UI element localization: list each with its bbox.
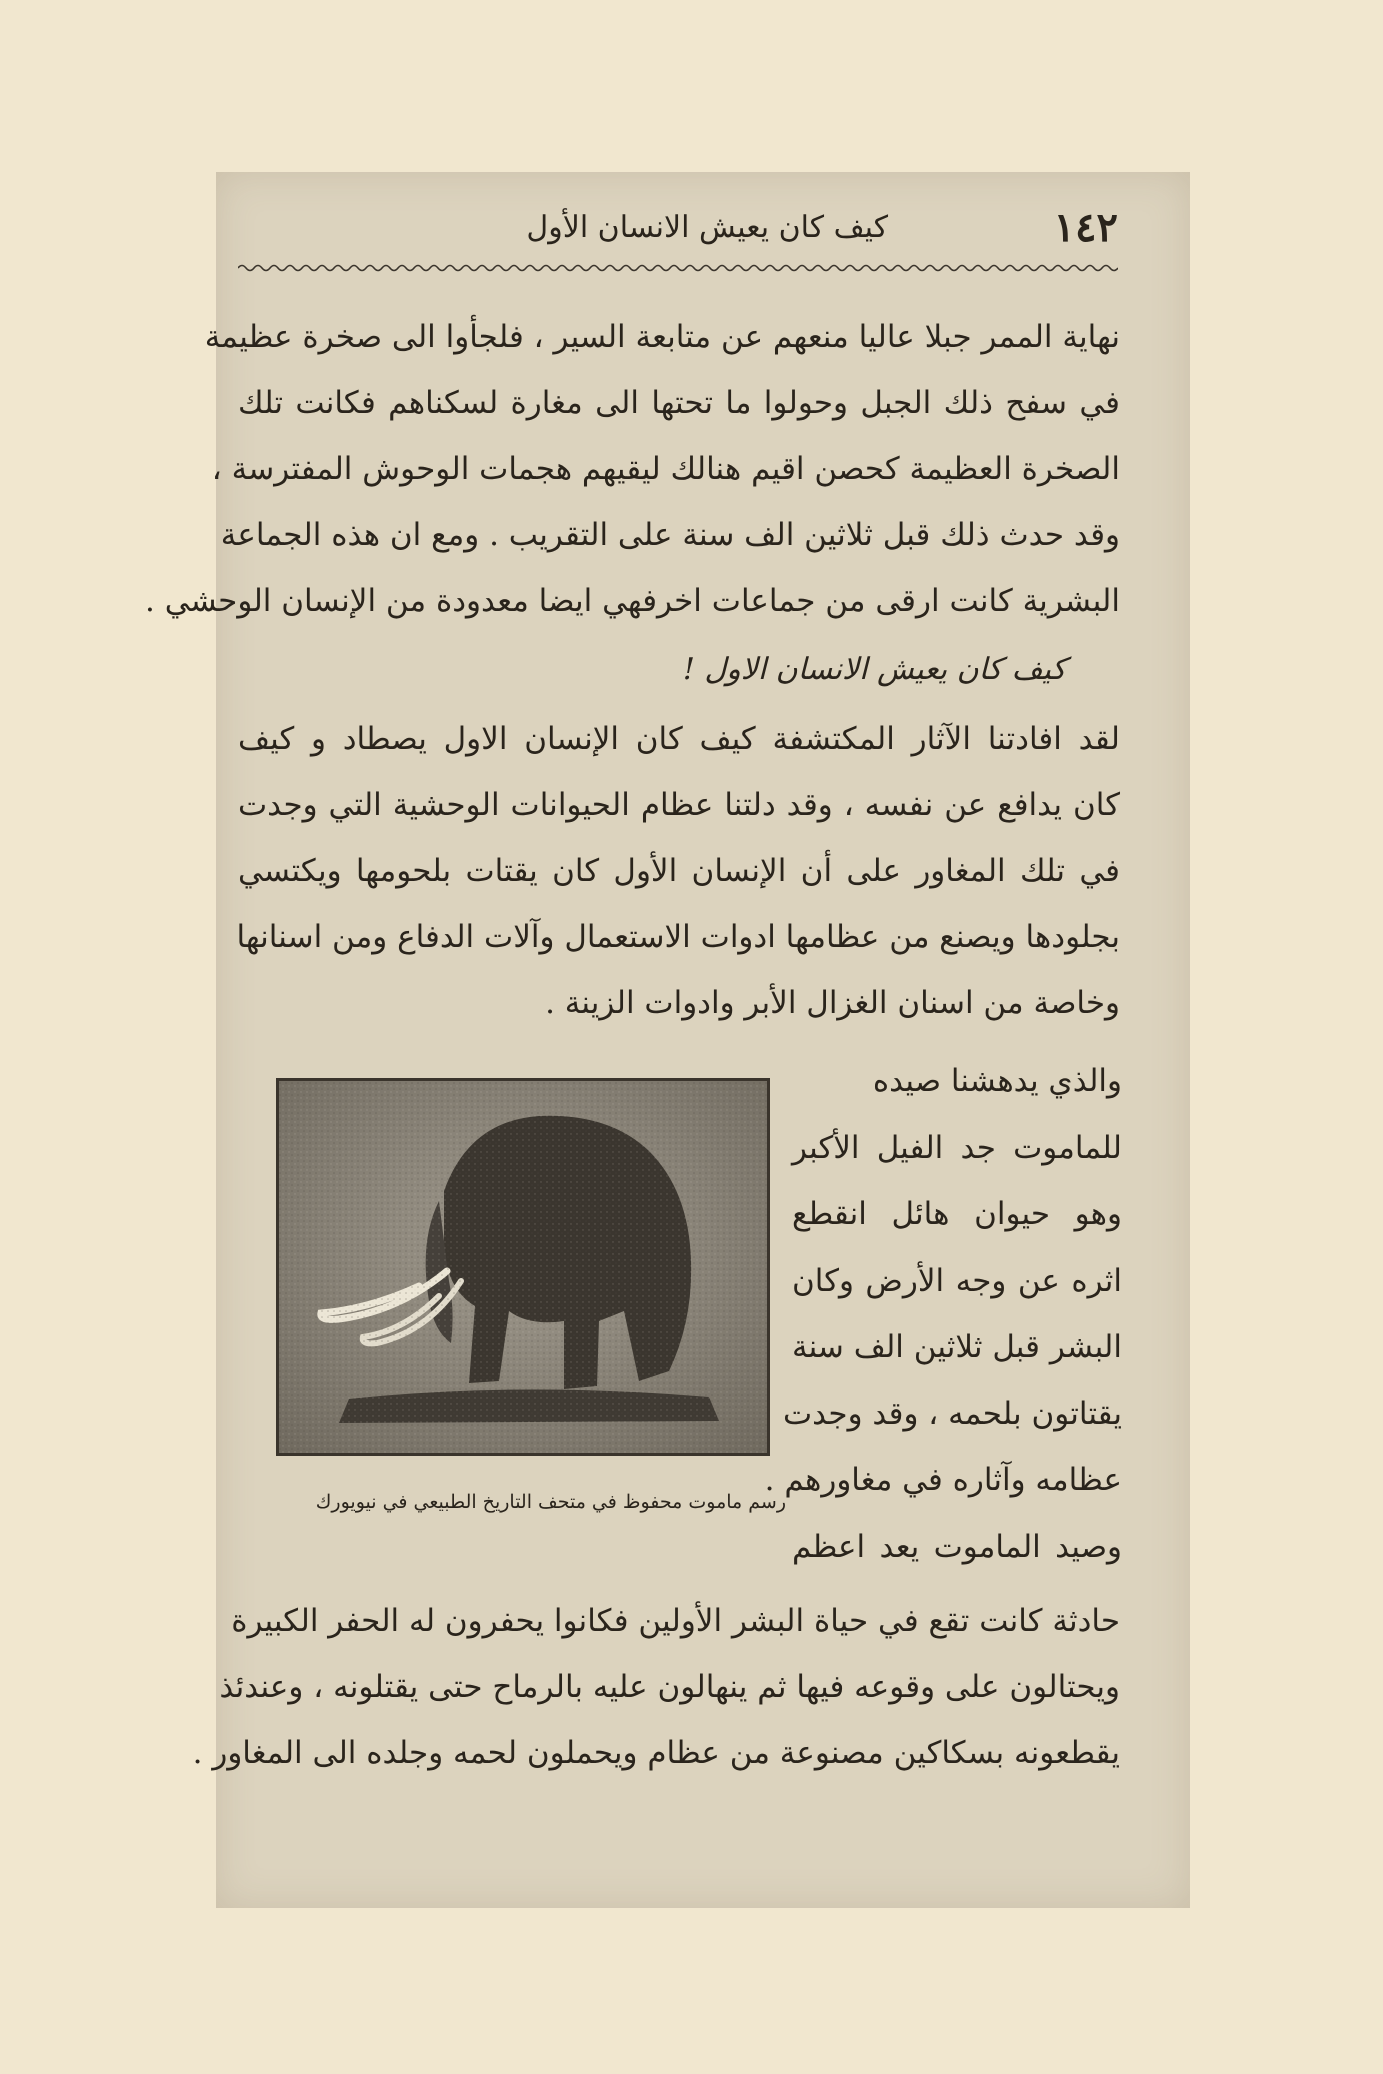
text-line: بجلودها ويصنع من عظامها ادوات الاستعمال وآلات الدفاع ومن اسنانها — [236, 919, 1120, 955]
text-line: للماموت جد الفيل الأكبر — [792, 1129, 1122, 1166]
text-line: وخاصة من اسنان الغزال الأبر وادوات الزينة . — [545, 985, 1120, 1021]
text-line: اثره عن وجه الأرض وكان — [792, 1262, 1122, 1299]
text-line: وقد حدث ذلك قبل ثلاثين الف سنة على التقريب . ومع ان هذه الجماعة — [220, 517, 1120, 553]
text-line: ويحتالون على وقوعه فيها ثم ينهالون عليه بالرماح حتى يقتلونه ، وعندئذ — [219, 1669, 1120, 1705]
text-line: لقد افادتنا الآثار المكتشفة كيف كان الإنسان الاول يصطاد و كيف — [238, 721, 1120, 757]
figure-caption: رسم ماموت محفوظ في متحف التاريخ الطبيعي في نيويورك — [315, 1491, 786, 1513]
page-number: ١٤٢ — [1053, 204, 1118, 251]
running-title: كيف كان يعيش الانسان الأول — [526, 210, 888, 245]
text-line: حادثة كانت تقع في حياة البشر الأولين فكانوا يحفرون له الحفر الكبيرة — [231, 1603, 1120, 1639]
section-heading: كيف كان يعيش الانسان الاول ! — [682, 652, 1066, 687]
text-line: في تلك المغاور على أن الإنسان الأول كان يقتات بلحومها ويكتسي — [238, 853, 1120, 889]
text-line: نهاية الممر جبلا عاليا منعهم عن متابعة السير ، فلجأوا الى صخرة عظيمة — [204, 319, 1120, 355]
text-line: عظامه وآثاره في مغاورهم . — [764, 1462, 1122, 1498]
paragraph-3 — [192, 1588, 1120, 1786]
text-line: البشر قبل ثلاثين الف سنة — [791, 1329, 1122, 1365]
text-line: والذي يدهشنا صيده — [872, 1063, 1122, 1099]
paragraph-2 — [238, 706, 1120, 1036]
text-line: كان يدافع عن نفسه ، وقد دلتنا عظام الحيوانات الوحشية التي وجدت — [238, 787, 1120, 823]
text-line: وهو حيوان هائل انقطع — [792, 1196, 1122, 1232]
paragraph-1 — [144, 304, 1120, 634]
text-line: وصيد الماموت يعد اعظم — [792, 1528, 1122, 1565]
text-line: يقتاتون بلحمه ، وقد وجدت — [782, 1395, 1122, 1432]
text-line: البشرية كانت ارقى من جماعات اخرفهي ايضا معدودة من الإنسان الوحشي . — [144, 583, 1120, 619]
header-wavy-rule — [238, 262, 1118, 274]
text-line: يقطعونه بسكاكين مصنوعة من عظام ويحملون لحمه وجلده الى المغاور . — [192, 1735, 1120, 1771]
mammoth-photo-icon — [276, 1078, 770, 1456]
text-line: الصخرة العظيمة كحصن اقيم هنالك ليقيهم هجمات الوحوش المفترسة ، — [211, 451, 1120, 487]
text-line: في سفح ذلك الجبل وحولوا ما تحتها الى مغارة لسكناهم فكانت تلك — [238, 385, 1120, 421]
side-column-text — [764, 1048, 1122, 1580]
page-header — [238, 200, 1118, 256]
